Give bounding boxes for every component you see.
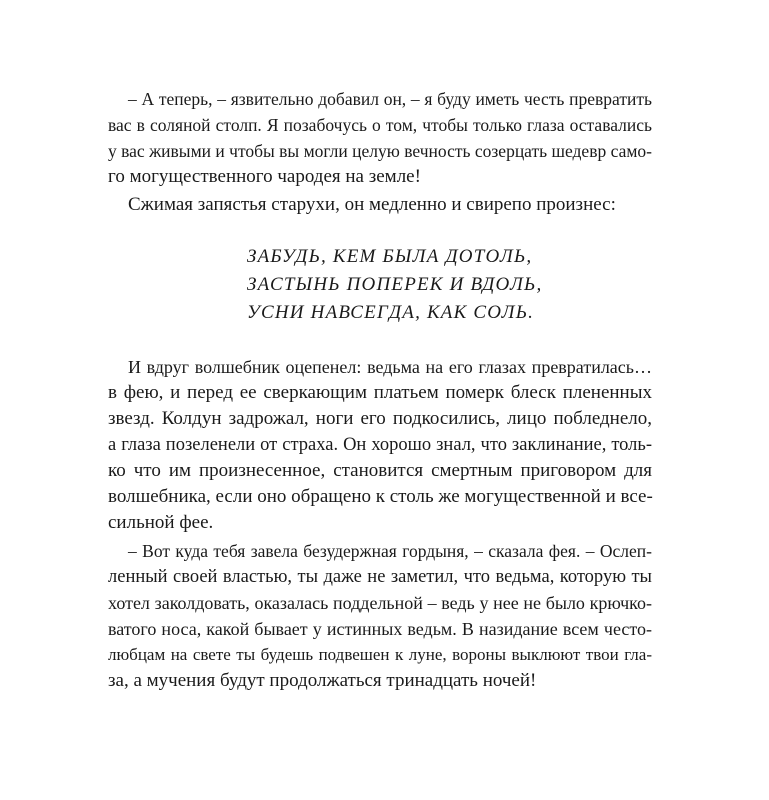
paragraph-4-line-5: любцам на свете ты будешь подвешен к луне, вороны выклюют твои гла- [108,645,652,664]
paragraph-2-line-1: Сжимая запястья старухи, он медленно и свирепо произнес: [128,194,616,215]
paragraph-1-line-4: го могущественного чародея на земле! [108,166,421,187]
verse-line-2: ЗАСТЫНЬ ПОПЕРЕК И ВДОЛЬ, [247,274,543,295]
paragraph-3-line-1: И вдруг волшебник оцепенел: ведьма на его глазах превратилась… [128,357,652,377]
verse-line-3: УСНИ НАВСЕГДА, КАК СОЛЬ. [247,302,535,323]
paragraph-3-line-6: волшебника, если оно обращено к столь же могущественной и все- [108,486,653,507]
paragraph-4-line-6: за, а мучения будут продолжаться тринадцать ночей! [108,670,537,691]
paragraph-3-line-3: звезд. Колдун задрожал, ноги его подкосились, лицо побледнело, [108,408,652,429]
paragraph-1-line-3: у вас живыми и чтобы вы могли целую вечность созерцать шедевр само- [108,141,652,161]
verse-line-1: ЗАБУДЬ, КЕМ БЫЛА ДОТОЛЬ, [247,246,533,267]
paragraph-4-line-2: ленный своей властью, ты даже не заметил, что ведьма, которую ты [108,567,652,587]
paragraph-3-line-4: а глаза позеленели от страха. Он хорошо знал, что заклинание, толь- [108,435,652,455]
paragraph-3-line-5: ко что им произнесенное, становится смертным приговором для [108,460,652,481]
paragraph-1-line-1: – А теперь, – язвительно добавил он, – я буду иметь честь превратить [128,89,652,109]
paragraph-4-line-1: – Вот куда тебя завела безудержная гордыня, – сказала фея. – Ослеп- [128,541,652,561]
paragraph-4-line-4: ватого носа, какой бывает у истинных ведьм. В назидание всем често- [108,619,652,639]
paragraph-3-line-2: в фею, и перед ее сверкающим платьем померк блеск плененных [108,382,652,403]
paragraph-3-line-7: сильной фее. [108,512,214,533]
paragraph-1-line-2: вас в соляной столп. Я позабочусь о том, чтобы только глаза оставались [108,115,652,135]
paragraph-4-line-3: хотел заколдовать, оказалась поддельной – ведь у нее не было крючко- [108,593,652,613]
